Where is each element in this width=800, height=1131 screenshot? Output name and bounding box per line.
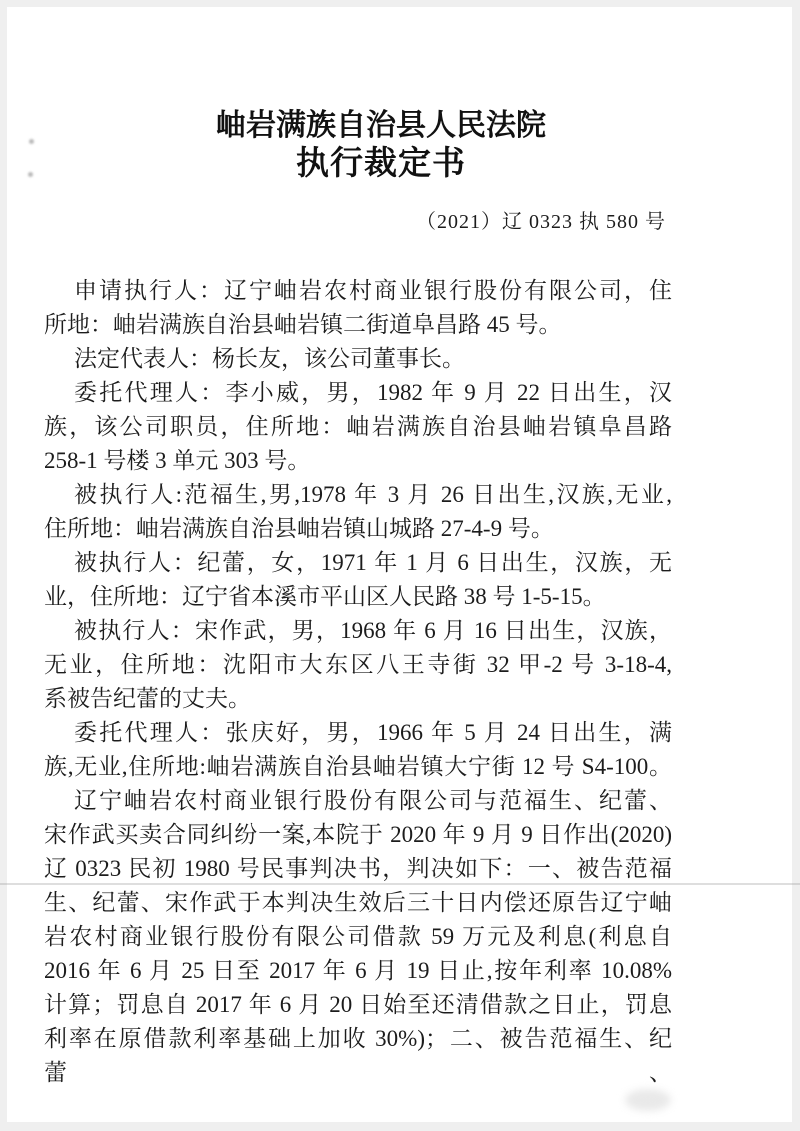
body-line: 委托代理人：李小威，男，1982 年 9 月 22 日出生，汉 <box>74 380 672 405</box>
scan-speck <box>29 139 34 144</box>
body-line: 系被告纪蕾的丈夫。 <box>44 686 251 711</box>
body-line: 258-1 号楼 3 单元 303 号。 <box>44 448 311 473</box>
document-type-title: 执行裁定书 <box>296 143 466 182</box>
body-line: 利率在原借款利率基础上加收 30%)；二、被告范福生、纪蕾、 <box>44 1026 672 1085</box>
scan-smudge <box>625 1089 671 1111</box>
case-number: （2021）辽 0323 执 580 号 <box>416 211 666 233</box>
body-line: 无业，住所地：沈阳市大东区八王寺街 32 甲-2 号 3-18-4, <box>44 652 672 677</box>
body-line: 宋作武买卖合同纠纷一案,本院于 2020 年 9 月 9 日作出(2020) <box>44 822 672 847</box>
body-line: 法定代表人：杨长友，该公司董事长。 <box>74 346 465 371</box>
body-line: 辽宁岫岩农村商业银行股份有限公司与范福生、纪蕾、 <box>74 788 672 813</box>
body-line: 被执行人:范福生,男,1978 年 3 月 26 日出生,汉族,无业, <box>74 482 672 507</box>
body-line: 所地：岫岩满族自治县岫岩镇二街道阜昌路 45 号。 <box>44 312 562 337</box>
scan-seam-line <box>0 883 800 885</box>
body-line: 委托代理人：张庆好，男，1966 年 5 月 24 日出生，满 <box>74 720 672 745</box>
body-line: 计算；罚息自 2017 年 6 月 20 日始至还清借款之日止，罚息 <box>44 992 672 1017</box>
body-line: 业，住所地：辽宁省本溪市平山区人民路 38 号 1-5-15。 <box>44 584 606 609</box>
scan-speck <box>28 172 33 177</box>
body-line: 生、纪蕾、宋作武于本判决生效后三十日内偿还原告辽宁岫 <box>44 890 672 915</box>
body-line: 族,无业,住所地:岫岩满族自治县岫岩镇大宁街 12 号 S4-100。 <box>44 754 672 779</box>
body-line: 2016 年 6 月 25 日至 2017 年 6 月 19 日止,按年利率 10.08% <box>44 958 672 983</box>
body-line: 住所地：岫岩满族自治县岫岩镇山城路 27-4-9 号。 <box>44 516 554 541</box>
document-content <box>44 108 672 1085</box>
body-line: 岩农村商业银行股份有限公司借款 59 万元及利息(利息自 <box>44 924 672 949</box>
body-line: 被执行人：纪蕾，女，1971 年 1 月 6 日出生，汉族，无 <box>74 550 672 575</box>
body-line: 族，该公司职员，住所地：岫岩满族自治县岫岩镇阜昌路 <box>44 414 672 439</box>
document-page <box>7 7 792 1122</box>
body-line: 申请执行人：辽宁岫岩农村商业银行股份有限公司，住 <box>74 278 672 303</box>
body-line: 辽 0323 民初 1980 号民事判决书，判决如下：一、被告范福 <box>44 856 672 881</box>
court-name-title: 岫岩满族自治县人民法院 <box>216 108 546 143</box>
body-line: 被执行人：宋作武，男，1968 年 6 月 16 日出生，汉族， <box>74 618 672 643</box>
document-body <box>44 274 672 1085</box>
